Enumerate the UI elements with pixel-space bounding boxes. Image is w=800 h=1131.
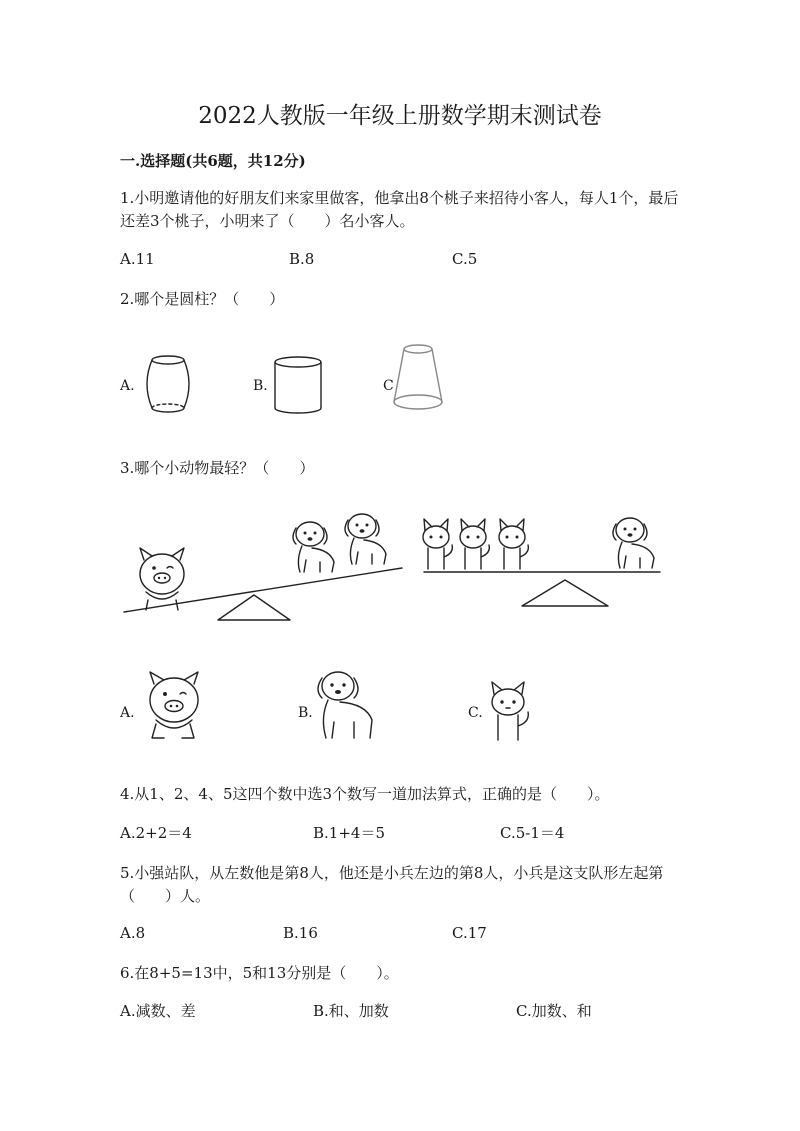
barrel-shape-image [140, 350, 196, 420]
cat-icon [486, 680, 536, 744]
frustum-image [392, 342, 450, 414]
page-title: 2022人教版一年级上册数学期末测试卷 [198, 103, 602, 129]
question-3-text: 3.哪个小动物最轻？（ ） [120, 459, 315, 477]
q4-option-a[interactable]: A.2+2＝4 [120, 824, 192, 842]
question-6-text: 6.在8+5=13中，5和13分别是（ ）。 [120, 964, 399, 982]
q2-option-a[interactable]: A. [120, 378, 135, 394]
dog-icon [314, 668, 378, 746]
q2-option-c[interactable]: C [383, 378, 394, 394]
q5-option-b[interactable]: B.16 [283, 924, 318, 942]
q5-option-a[interactable]: A.8 [120, 924, 146, 942]
pig-icon [144, 672, 206, 744]
q6-option-b[interactable]: B.和、加数 [313, 1002, 389, 1020]
q1-option-b[interactable]: B.8 [289, 250, 315, 268]
question-5-text: 5.小强站队，从左数他是第8人，他还是小兵左边的第8人，小兵是这支队形左起第（ ）人。 [120, 864, 664, 905]
seesaw-pig-vs-dogs-image [120, 512, 405, 627]
q3-option-b[interactable]: B. [298, 705, 313, 721]
cylinder-image [272, 354, 326, 416]
q4-option-c[interactable]: C.5-1＝4 [500, 824, 565, 842]
q1-option-a[interactable]: A.11 [120, 250, 155, 268]
q3-option-a[interactable]: A. [120, 705, 135, 721]
q6-option-a[interactable]: A.减数、差 [120, 1002, 196, 1020]
question-2-text: 2.哪个是圆柱？（ ） [120, 290, 285, 308]
question-1-text: 1.小明邀请他的好朋友们来家里做客，他拿出8个桃子来招待小客人，每人1个，最后还差3个桃子，小明来了（ ）名小客人。 [120, 189, 679, 230]
q5-option-c[interactable]: C.17 [452, 924, 487, 942]
q6-option-c[interactable]: C.加数、和 [516, 1002, 592, 1020]
question-4-text: 4.从1、2、4、5这四个数中选3个数写一道加法算式，正确的是（ ）。 [120, 785, 610, 803]
balance-cats-vs-dog-image [412, 512, 667, 612]
q2-option-b[interactable]: B. [253, 378, 268, 394]
section-heading: 一.选择题(共6题，共12分) [120, 152, 306, 170]
q4-option-b[interactable]: B.1+4＝5 [313, 824, 385, 842]
q1-option-c[interactable]: C.5 [452, 250, 478, 268]
q3-option-c[interactable]: C. [468, 705, 483, 721]
